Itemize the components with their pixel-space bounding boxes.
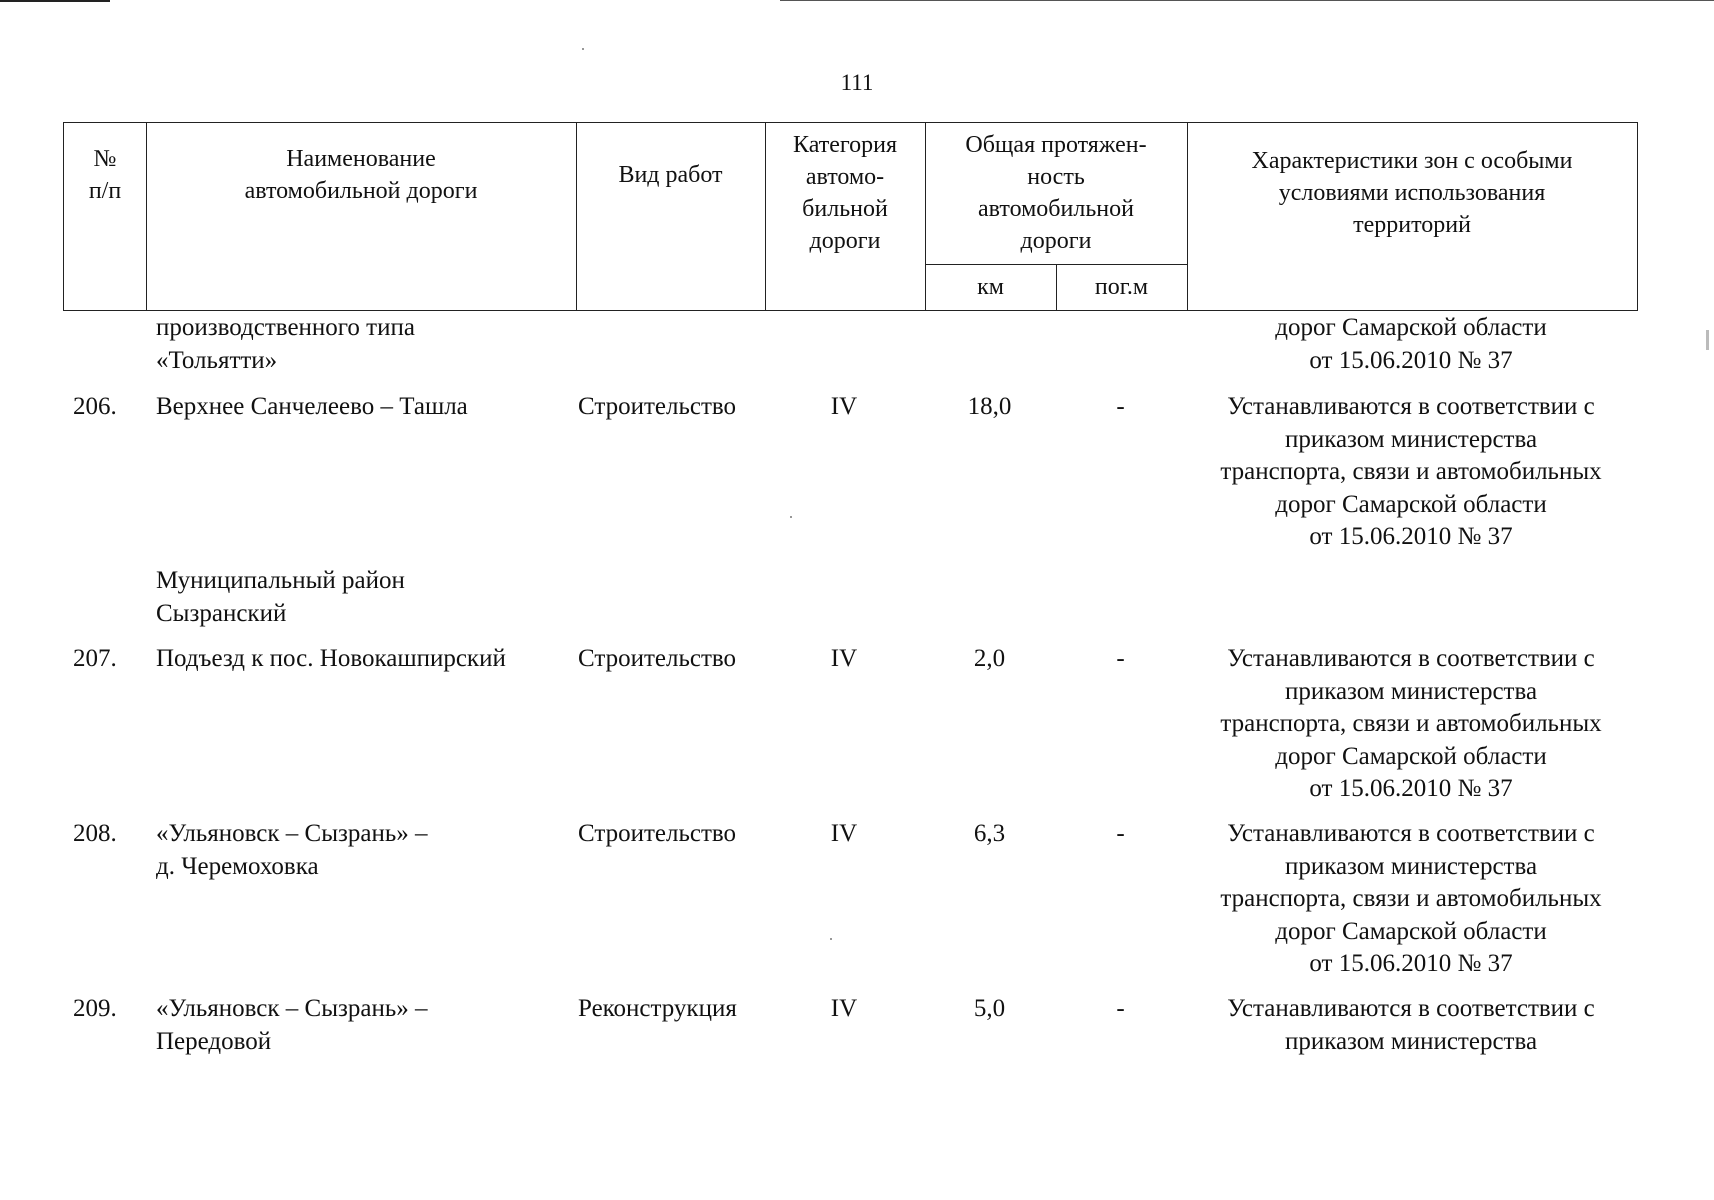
row-zones: Устанавливаются в соответствии с приказом министерства транспорта, связи и автомобильных дорог Самарской области от 15.06.2010 № 37 [1220,820,1602,977]
row-number: 206. [73,393,117,420]
row-road-name: Верхнее Санчелеево – Ташла [156,393,468,420]
continuation-road-name: производственного типа «Тольятти» [156,314,415,374]
header-km: км [977,274,1004,300]
scan-speck [790,516,792,518]
scan-speck [582,48,584,50]
column-divider [1187,123,1188,310]
row-pog-m: - [1116,645,1125,672]
scan-speck [830,938,832,940]
district-heading: Муниципальный район Сызранский [156,567,405,627]
header-num: № п/п [88,145,122,204]
row-road-name: Подъезд к пос. Новокашпирский [156,645,506,672]
row-number: 208. [73,820,117,847]
row-road-name: «Ульяновск – Сызрань» – Передовой [156,995,428,1055]
scan-edge-line [780,0,1714,1]
row-km: 5,0 [973,995,1006,1022]
page-number: 111 [840,70,874,95]
row-pog-m: - [1116,393,1125,420]
scan-speck [1706,330,1709,350]
scan-edge-line [0,0,110,2]
table-header [63,122,1638,311]
row-number: 209. [73,995,117,1022]
header-pog-m: пог.м [1094,274,1149,300]
row-zones: Устанавливаются в соответствии с приказом министерства [1227,995,1595,1055]
row-road-name: «Ульяновск – Сызрань» – д. Черемоховка [156,820,428,880]
row-number: 207. [73,645,117,672]
row-category: IV [830,995,858,1022]
row-km: 6,3 [973,820,1006,847]
header-category: Категория автомо- бильной дороги [793,132,897,254]
continuation-zones: дорог Самарской области от 15.06.2010 № 37 [1275,314,1547,374]
row-work-type: Строительство [578,820,737,847]
row-category: IV [830,820,858,847]
header-length: Общая протяжен- ность автомобильной дороги [965,132,1147,254]
column-divider [576,123,577,310]
column-divider [925,123,926,310]
subheader-divider [925,264,1187,265]
row-category: IV [830,645,858,672]
row-work-type: Строительство [578,393,737,420]
row-pog-m: - [1116,820,1125,847]
column-divider [1056,264,1057,310]
header-zones: Характеристики зон с особыми условиями использования территорий [1251,148,1573,238]
row-work-type: Строительство [578,645,737,672]
row-km: 18,0 [967,393,1012,420]
row-km: 2,0 [973,645,1006,672]
row-pog-m: - [1116,995,1125,1022]
row-category: IV [830,393,858,420]
row-zones: Устанавливаются в соответствии с приказом министерства транспорта, связи и автомобильных дорог Самарской области от 15.06.2010 № 37 [1220,645,1602,802]
row-zones: Устанавливаются в соответствии с приказом министерства транспорта, связи и автомобильных дорог Самарской области от 15.06.2010 № 37 [1220,393,1602,550]
column-divider [146,123,147,310]
header-road-name: Наименование автомобильной дороги [244,145,478,204]
header-work-type: Вид работ [618,161,723,188]
column-divider [765,123,766,310]
row-work-type: Реконструкция [578,995,737,1022]
